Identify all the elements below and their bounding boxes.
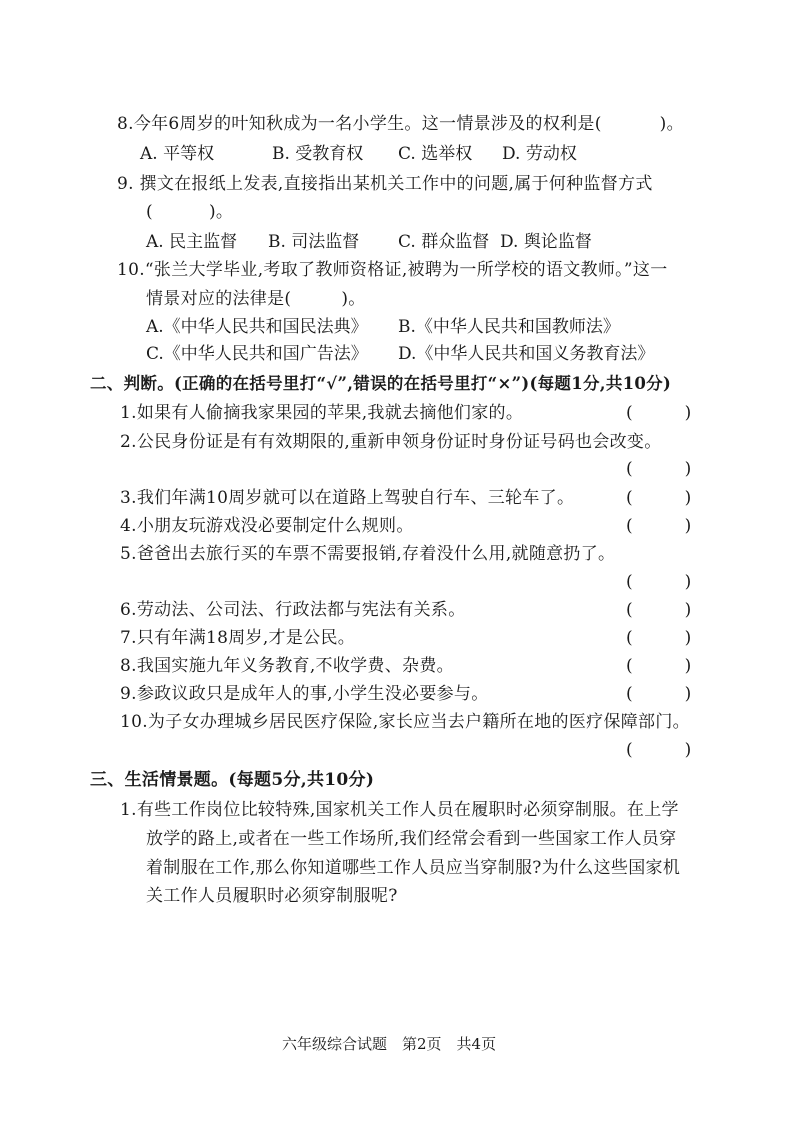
- q8-option-c: C. 选举权: [398, 144, 473, 164]
- choice-q8-text: [117, 112, 684, 136]
- life-q1-line3: 着制服在工作,那么你知道哪些工作人员应当穿制服?为什么这些国家机: [146, 858, 681, 878]
- judge-item-4: 4.小朋友玩游戏没必要制定什么规则。: [120, 516, 414, 536]
- life-heading: 三、生活情景题。(每题5分,共10分): [90, 770, 375, 790]
- q9-option-a: A. 民主监督: [146, 232, 238, 252]
- page-footer: 六年级综合试题 第2页 共4页: [282, 1035, 497, 1053]
- q10-option-a: A.《中华人民共和国民法典》: [146, 317, 368, 337]
- q9-option-b: B. 司法监督: [268, 232, 360, 252]
- judge-paren-5[interactable]: ( ): [626, 572, 692, 592]
- judge-item-10: 10.为子女办理城乡居民医疗保险,家长应当去户籍所在地的医疗保障部门。: [120, 712, 690, 732]
- q10-option-b: B.《中华人民共和国教师法》: [398, 317, 620, 337]
- q10-option-c: C.《中华人民共和国广告法》: [146, 344, 368, 364]
- judge-item-9: 9.参政议政只是成年人的事,小学生没必要参与。: [120, 684, 489, 704]
- q10-line1: 10.“张兰大学毕业,考取了教师资格证,被聘为一所学校的语文教师。”这一: [117, 260, 668, 280]
- judge-item-5: 5.爸爸出去旅行买的车票不需要报销,存着没什么用,就随意扔了。: [120, 544, 616, 564]
- life-q1-line1: 1.有些工作岗位比较特殊,国家机关工作人员在履职时必须穿制服。在上学: [120, 800, 679, 820]
- q8-option-a: A. 平等权: [140, 144, 215, 164]
- q9-option-c: C. 群众监督: [398, 232, 490, 252]
- judge-paren-2[interactable]: ( ): [626, 459, 692, 479]
- q9-line2: [146, 200, 233, 224]
- judge-item-2: 2.公民身份证是有有效期限的,重新申领身份证时身份证号码也会改变。: [120, 432, 662, 452]
- judge-item-1: 1.如果有人偷摘我家果园的苹果,我就去摘他们家的。: [120, 403, 524, 423]
- judge-paren-1[interactable]: ( ): [626, 403, 692, 423]
- q8-option-b: B. 受教育权: [272, 144, 364, 164]
- q10-stem: 情景对应的法律是(: [146, 289, 292, 309]
- q9-paren-close: )。: [208, 202, 234, 222]
- q10-option-d: D.《中华人民共和国义务教育法》: [398, 344, 655, 364]
- judge-heading: 二、判断。(正确的在括号里打“√”,错误的在括号里打“×”)(每题1分,共10分): [90, 374, 672, 393]
- judge-paren-10[interactable]: ( ): [626, 740, 692, 760]
- judge-paren-3[interactable]: ( ): [626, 488, 692, 508]
- q8-option-d: D. 劳动权: [502, 144, 577, 164]
- life-q1-line4: 关工作人员履职时必须穿制服呢?: [146, 886, 398, 906]
- q10-line2: [146, 287, 366, 311]
- q8-close: )。: [659, 114, 684, 134]
- judge-item-7: 7.只有年满18周岁,才是公民。: [120, 628, 356, 648]
- judge-item-8: 8.我国实施九年义务教育,不收学费、杂费。: [120, 656, 454, 676]
- judge-paren-6[interactable]: ( ): [626, 600, 692, 620]
- judge-item-6: 6.劳动法、公司法、行政法都与宪法有关系。: [120, 600, 466, 620]
- judge-paren-8[interactable]: ( ): [626, 656, 692, 676]
- q8-stem: 8.今年6周岁的叶知秋成为一名小学生。这一情景涉及的权利是(: [117, 114, 602, 134]
- q9-line1: 9. 撰文在报纸上发表,直接指出某机关工作中的问题,属于何种监督方式: [117, 174, 653, 194]
- judge-paren-7[interactable]: ( ): [626, 628, 692, 648]
- judge-paren-9[interactable]: ( ): [626, 684, 692, 704]
- life-q1-line2: 放学的路上,或者在一些工作场所,我们经常会看到一些国家工作人员穿: [146, 829, 677, 849]
- q9-paren-open: (: [146, 202, 153, 222]
- judge-item-3: 3.我们年满10周岁就可以在道路上驾驶自行车、三轮车了。: [120, 488, 575, 508]
- judge-paren-4[interactable]: ( ): [626, 516, 692, 536]
- q9-option-d: D. 舆论监督: [500, 232, 592, 252]
- q10-close: )。: [341, 289, 366, 309]
